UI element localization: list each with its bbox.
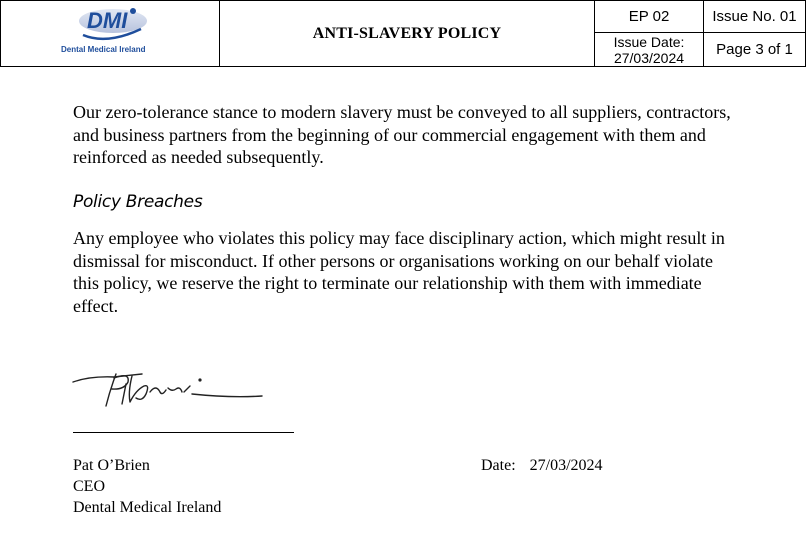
issue-date-cell [595, 33, 704, 66]
signatory-company: Dental Medical Ireland [73, 499, 222, 516]
document-title: ANTI-SLAVERY POLICY [220, 1, 595, 66]
page-number: Page 3 of 1 [716, 41, 793, 58]
doc-code: EP 02 [595, 1, 704, 33]
signature-line [73, 432, 294, 433]
paragraph-policy-breaches: Any employee who violates this policy may face disciplinary action, which might result in dismissal for misconduct. If other persons or organisations working on our behalf violate this policy, we reserve the right to terminate our relationship with them with immediate effect. [73, 228, 725, 316]
logo-text: DMI [87, 8, 128, 33]
document-header [0, 0, 806, 67]
signatory-role: CEO [73, 478, 105, 495]
issue-date-value: 27/03/2024 [613, 49, 685, 66]
section-heading-policy-breaches: Policy Breaches [73, 192, 203, 212]
issue-date-label: Issue Date: [613, 33, 685, 50]
signature-date [481, 455, 603, 476]
signatory-name: Pat O’Brien [73, 457, 150, 474]
dmi-logo [77, 5, 147, 45]
handwritten-signature [70, 362, 270, 414]
date-value: 27/03/2024 [529, 457, 603, 474]
paragraph-supplier-communication: Our zero-tolerance stance to modern slavery must be conveyed to all suppliers, contractors, and business partners from the beginning of our commercial engagement with them and reinforced as needed subsequently. [73, 102, 731, 167]
signatory-block [73, 455, 221, 518]
logo-cell [1, 1, 220, 66]
logo-company-name: Dental Medical Ireland [61, 45, 146, 54]
date-label: Date: [481, 457, 516, 474]
issue-number: Issue No. 01 [704, 1, 805, 33]
